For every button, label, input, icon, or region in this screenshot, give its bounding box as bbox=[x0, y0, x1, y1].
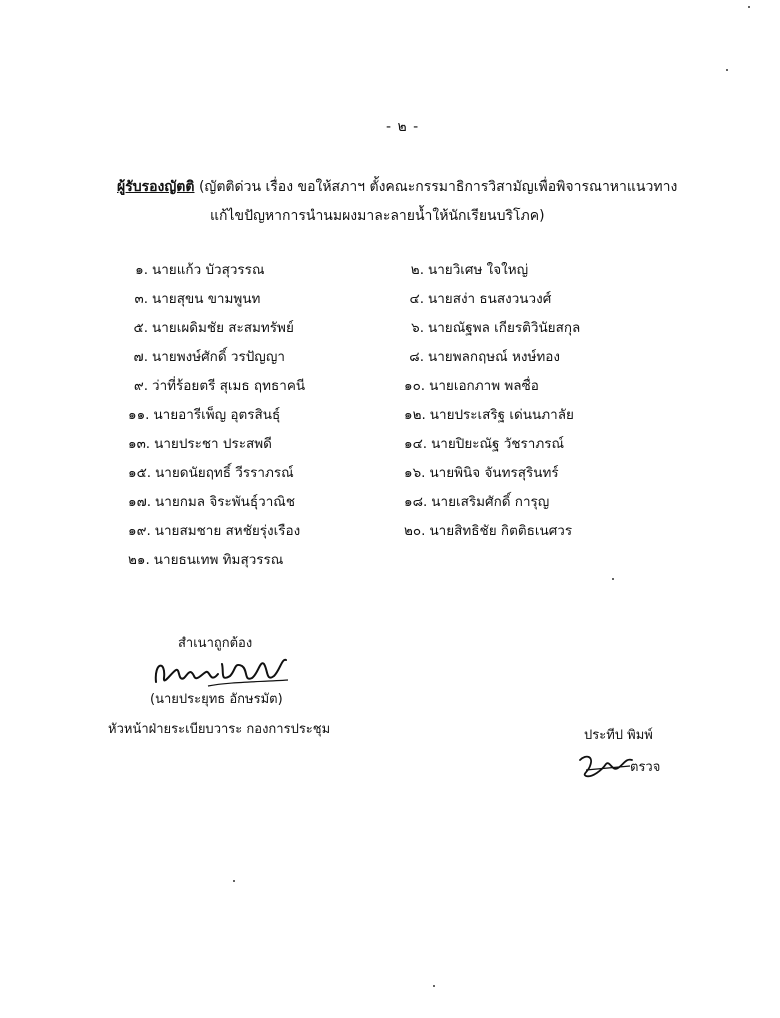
list-item bbox=[128, 548, 305, 577]
item-number: ๑. bbox=[135, 262, 148, 278]
checked-label: ตรวจ bbox=[630, 760, 661, 775]
certifier-name: (นายประยุทธ อักษรมัต) bbox=[150, 692, 283, 707]
left-member-list bbox=[128, 258, 305, 577]
scan-speck bbox=[612, 578, 614, 580]
list-item bbox=[404, 374, 580, 403]
member-name: นายดนัยฤทธิ์ วีรราภรณ์ bbox=[155, 465, 294, 481]
item-number: ๔. bbox=[409, 291, 424, 307]
list-item bbox=[404, 345, 580, 374]
heading-line-2: แก้ไขปัญหาการนำนมผงมาละลายน้ำให้นักเรียนบริโภค) bbox=[210, 208, 545, 224]
member-name: นายประเสริฐ เด่นนภาลัย bbox=[429, 407, 574, 423]
item-number: ๑๐. bbox=[404, 378, 426, 394]
member-name: นายพงษ์ศักดิ์ วรปัญญา bbox=[152, 349, 285, 365]
member-name: นายเผดิมชัย สะสมทรัพย์ bbox=[152, 320, 294, 336]
certified-text: สำเนาถูกต้อง bbox=[178, 636, 253, 651]
member-name: นายอารีเพ็ญ อุตรสินธุ์ bbox=[153, 407, 281, 423]
list-item bbox=[128, 403, 305, 432]
list-item bbox=[404, 490, 580, 519]
item-number: ๑๘. bbox=[404, 494, 428, 510]
item-number: ๙. bbox=[133, 378, 148, 394]
list-item bbox=[404, 316, 580, 345]
member-name: นายพินิจ จันทรสุรินทร์ bbox=[429, 465, 559, 481]
item-number: ๑๕. bbox=[128, 465, 152, 481]
item-number: ๑๖. bbox=[404, 465, 426, 481]
item-number: ๑๔. bbox=[404, 436, 428, 452]
list-item bbox=[128, 316, 305, 345]
heading-text-1: (ญัตติด่วน เรื่อง ขอให้สภาฯ ตั้งคณะกรรมาธิการวิสามัญเพื่อพิจารณาหาแนวทาง bbox=[198, 179, 678, 195]
member-name: นายสุขน ขามพูนท bbox=[152, 291, 261, 307]
certifier-position: หัวหน้าฝ่ายระเบียบวาระ กองการประชุม bbox=[108, 722, 331, 737]
member-name: นายธนเทพ ทิมสุวรรณ bbox=[153, 552, 284, 568]
heading-label: ผู้รับรองญัตติ bbox=[117, 179, 195, 195]
member-name: นายเสริมศักดิ์ การุญ bbox=[431, 494, 550, 510]
typed-by: ประทีป พิมพ์ bbox=[584, 728, 653, 743]
member-name: นายสง่า ธนสงวนวงศ์ bbox=[428, 291, 552, 307]
item-number: ๑๙. bbox=[128, 523, 151, 539]
member-name: นายประชา ประสพดี bbox=[154, 436, 272, 452]
list-item bbox=[404, 461, 580, 490]
list-item bbox=[128, 258, 305, 287]
member-name: นายกมล จิระพันธุ์วาณิช bbox=[155, 494, 295, 510]
checker-signature bbox=[576, 750, 636, 780]
heading-line-1 bbox=[117, 176, 677, 198]
item-number: ๑๗. bbox=[128, 494, 152, 510]
member-name: นายสมชาย สหชัยรุ่งเรือง bbox=[154, 523, 301, 539]
item-number: ๑๒. bbox=[404, 407, 426, 423]
scan-speck bbox=[233, 880, 235, 882]
list-item bbox=[128, 519, 305, 548]
typist-block bbox=[584, 724, 704, 775]
member-name: นายปิยะณัฐ วัชราภรณ์ bbox=[431, 436, 565, 452]
item-number: ๗. bbox=[133, 349, 148, 365]
member-name: นายแก้ว บัวสุวรรณ bbox=[152, 262, 265, 278]
list-item bbox=[128, 374, 305, 403]
scan-speck bbox=[726, 69, 728, 71]
list-item bbox=[404, 258, 580, 287]
item-number: ๘. bbox=[409, 349, 424, 365]
right-member-list bbox=[404, 258, 580, 548]
list-item bbox=[128, 490, 305, 519]
member-name: นายเอกภาพ พลซื่อ bbox=[429, 378, 539, 394]
member-name: นายพลกฤษณ์ หงษ์ทอง bbox=[428, 349, 560, 365]
list-item bbox=[404, 403, 580, 432]
item-number: ๖. bbox=[411, 320, 424, 336]
list-item bbox=[128, 287, 305, 316]
handwritten-signature bbox=[148, 652, 298, 692]
item-number: ๓. bbox=[134, 291, 148, 307]
item-number: ๒๐. bbox=[404, 523, 426, 539]
list-item bbox=[404, 287, 580, 316]
member-name: ว่าที่ร้อยตรี สุเมธ ฤทธาคนี bbox=[152, 378, 306, 394]
member-name: นายวิเศษ ใจใหญ่ bbox=[428, 262, 529, 278]
item-number: ๒๑. bbox=[128, 552, 150, 568]
scan-speck bbox=[748, 6, 750, 8]
member-name: นายณัฐพล เกียรติวินัยสกุล bbox=[428, 320, 581, 336]
item-number: ๑๓. bbox=[128, 436, 151, 452]
item-number: ๑๑. bbox=[128, 407, 150, 423]
list-item bbox=[128, 345, 305, 374]
page-number: - ๒ - bbox=[386, 119, 420, 135]
list-item bbox=[404, 519, 580, 548]
member-name: นายสิทธิชัย กิตติธเนศวร bbox=[429, 523, 573, 539]
list-item bbox=[128, 461, 305, 490]
list-item bbox=[404, 432, 580, 461]
item-number: ๕. bbox=[133, 320, 148, 336]
scan-speck bbox=[433, 985, 435, 987]
list-item bbox=[128, 432, 305, 461]
item-number: ๒. bbox=[410, 262, 424, 278]
